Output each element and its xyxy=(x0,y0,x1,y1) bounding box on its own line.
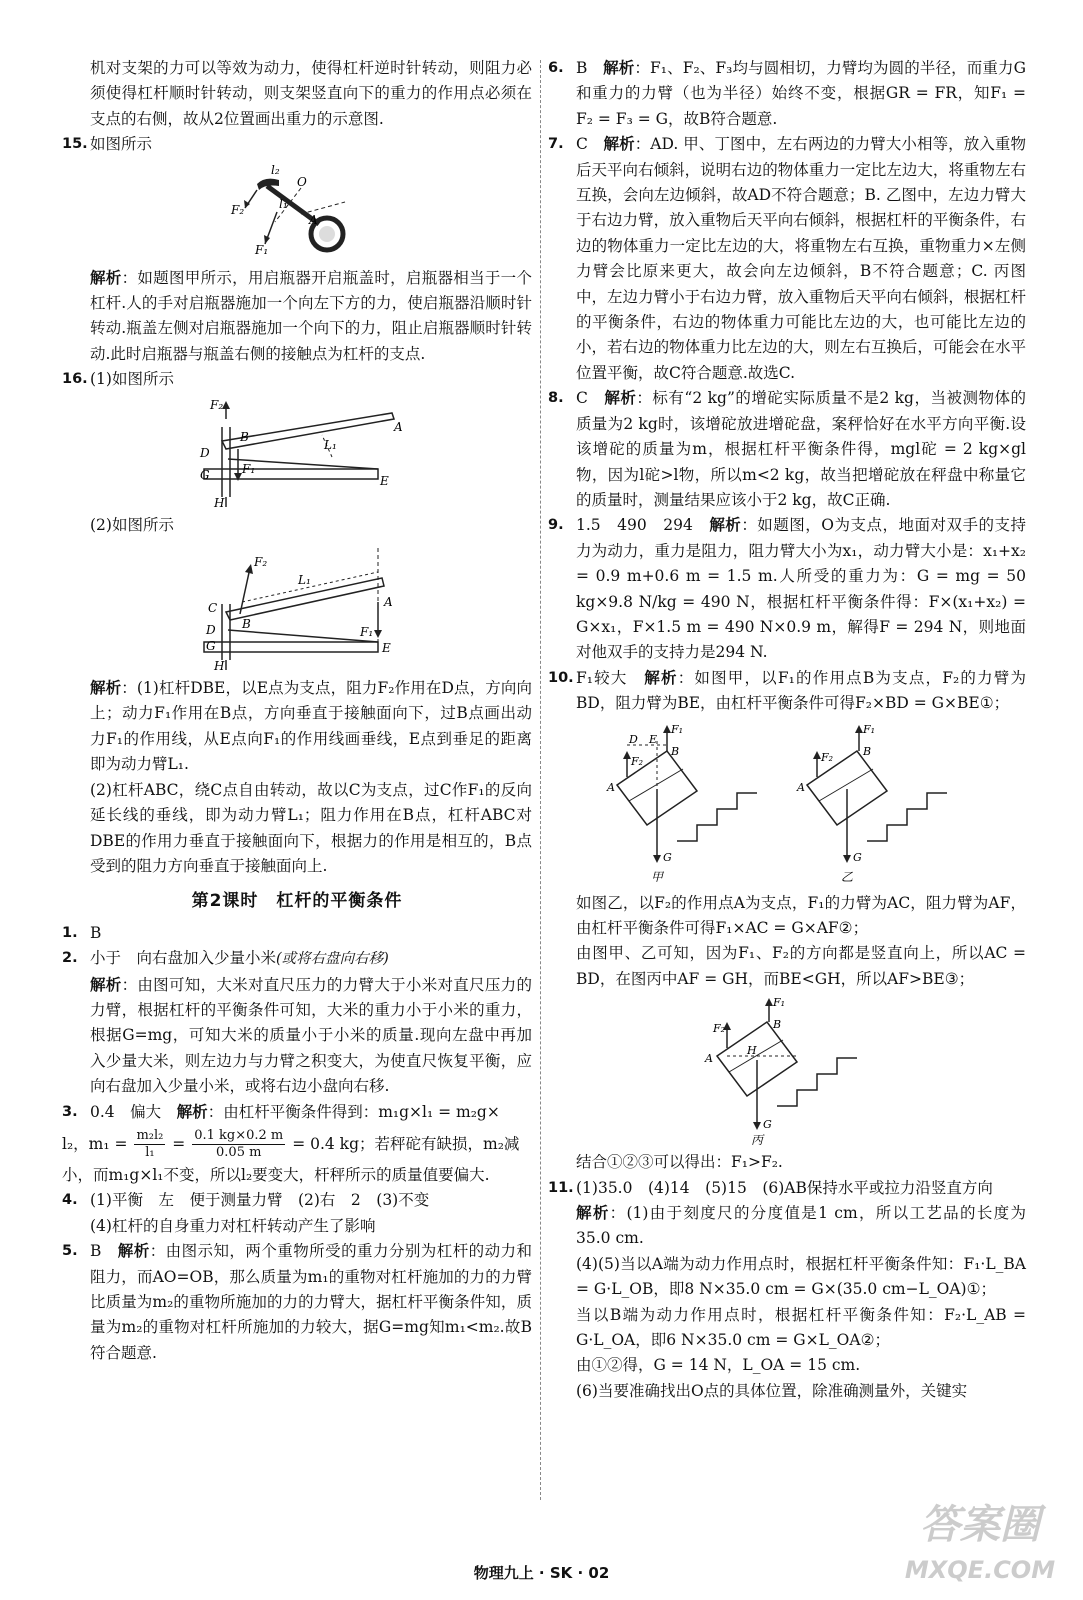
analysis-q11-5: (6)当要准确找出O点的具体位置，除准确测量外，关键实 xyxy=(576,1381,968,1400)
label-B: B xyxy=(773,1018,782,1032)
label-G: G xyxy=(200,467,210,482)
label-L1: L₁ xyxy=(298,573,311,588)
label-H: H xyxy=(214,659,225,673)
question-11 xyxy=(548,1176,1026,1201)
page-footer: 物理九上 · SK · 02 xyxy=(473,1564,610,1582)
question-number: 16. xyxy=(62,371,88,388)
label-F2: F₂ xyxy=(231,202,245,217)
answer-handwritten: (或将右盘向右移) xyxy=(276,951,389,968)
analysis-q11-1: 解析：(1)由于刻度尺的分度值是1 cm，所以工艺品的长度为35.0 cm. xyxy=(576,1204,1026,1248)
watermark-top: 答案圈 xyxy=(920,1502,1040,1548)
label-G: G xyxy=(763,1118,772,1132)
answer-text: B xyxy=(90,923,102,942)
figure-q15-bottle-opener xyxy=(217,162,377,262)
question-number: 15. xyxy=(62,136,88,153)
label-D: D xyxy=(206,623,216,638)
question-number: 7. xyxy=(548,136,564,153)
question-9: 9. 1.5 490 294 解析：如题图，O为支点，地面对双手的支持力为动力，重力是阻力，阻力臂大小为x₁，动力臂大小是：x₁+x₂ = 0.9 m+0.6 m = 1.5 m.人所受的重力为：G = mg = 50 kg×9.8 N/kg = 490 N，根据杠杆平衡条件得：F×(x₁+x₂) = G×x₁，F×1.5 m = 490 N×0.9 m，解得F = 294 N，则地面对他双手的支持力是294 N. xyxy=(548,513,1026,665)
analysis-q16-2: (2)杠杆ABC，绕C点自由转动，故以C为支点，过C作F₁的反向延长线的垂线，即为动力臂L₁；阻力作用在B点，杠杆ABC对DBE的作用力垂直于接触面向下，根据力的作用是相互的，B点受到的阻力方向垂直于接触面向上. xyxy=(90,780,532,875)
figure-q10-jia-yi xyxy=(597,721,977,887)
question-number: 5. xyxy=(62,1243,78,1260)
label-F1: F₁ xyxy=(773,996,786,1010)
question-number: 2. xyxy=(62,950,78,967)
label-B: B xyxy=(242,617,251,632)
figure-jia xyxy=(606,723,757,884)
answer-part1: (1)如图所示 xyxy=(90,370,174,389)
question-6: 6. B 解析：F₁、F₂、F₃均与圆相切，力臂均为圆的半径，而重力G和重力的力臂（也为半径）始终不变，根据GR = FR，知F₁ = F₂ = F₃ = G，故B符合题意. xyxy=(548,56,1026,132)
label-A: A xyxy=(607,780,615,794)
label-F1: F₁ xyxy=(360,625,374,640)
analysis-q16-1: 解析：(1)杠杆DBE，以E点为支点，阻力F₂作用在D点，方向向上；动力F₁作用在B点，方向垂直于接触面向下，过B点画出动力F₁的作用线，从E点向F₁的作用线画垂线，E点到垂足的距离即为动力臂L₁. xyxy=(90,679,532,774)
figure-q10-bing xyxy=(687,996,887,1146)
answer-part2: (2)如图所示 xyxy=(90,515,174,534)
answer-text: (1)平衡 左 便于测量力臂 (2)右 2 (3)不变 xyxy=(90,1191,430,1210)
question-10: 10. F₁较大 解析：如图甲，以F₁的作用点B为支点，F₂的力臂为BD，阻力臂为BE，由杠杆平衡条件可得F₂×BD = G×BE①； xyxy=(548,666,1026,717)
label-D: D xyxy=(629,732,638,746)
fraction-2: $\frac{0.1 kg\times 0.2 m}{0.05 m}$ xyxy=(194,1128,284,1161)
question-2 xyxy=(62,946,532,972)
question-number: 9. xyxy=(548,517,564,534)
label-l1: l₁ xyxy=(279,196,288,211)
figure-q16-part2 xyxy=(182,542,412,672)
analysis-q3-end: 小，而m₁g×l₁不变，所以l₂要变大，杆秤所示的质量值要偏大. xyxy=(62,1165,490,1184)
watermark-logo xyxy=(892,1488,1068,1588)
caption-jia: 甲 xyxy=(651,869,664,884)
lesson-title: 第2课时 杠杆的平衡条件 xyxy=(191,891,403,912)
answer-text: (1)35.0 (4)14 (5)15 (6)AB保持水平或拉力沿竖直方向 xyxy=(576,1178,993,1197)
answer-q4-line2: (4)杠杆的自身重力对杠杆转动产生了影响 xyxy=(90,1216,376,1235)
label-F1: F₁ xyxy=(671,722,684,736)
label-F1: F₁ xyxy=(255,242,269,257)
question-number: 1. xyxy=(62,924,78,941)
analysis-q11-4: 由①②得，G = 14 N，L_OA = 15 cm. xyxy=(576,1356,861,1375)
answer-text: 如图所示 xyxy=(90,135,153,154)
analysis-q11-3: 当以B端为动力作用点时，根据杠杆平衡条件知：F₂·L_AB = G·L_OA，即6 N×35.0 cm = G×L_OA②； xyxy=(576,1305,1026,1350)
answer-text: B xyxy=(90,1242,102,1261)
question-8: 8. C 解析：标有“2 kg”的增砣实际质量不是2 kg，当被测物体的质量为2 kg时，该增砣放进增砣盘，案秤恰好在水平方向平衡.设该增砣的质量为m，根据杠杆平衡条件得，mgl砣 = 2 kg×gl物，因为l砣>l物，所以m<2 kg，故当把增砣放在秤盘中称量它的质量时，测量结果应该小于2 kg，故C正确. xyxy=(548,386,1026,513)
label-H: H xyxy=(747,1044,757,1058)
label-G: G xyxy=(663,850,672,864)
label-F2: F₂ xyxy=(631,754,644,768)
label-G: G xyxy=(853,850,862,864)
question-number: 10. xyxy=(548,669,574,686)
label-l2: l₂ xyxy=(271,162,280,177)
label-A: A xyxy=(384,595,393,610)
left-column xyxy=(62,56,532,1366)
question-number: 6. xyxy=(548,60,564,76)
figure-q16-part1 xyxy=(182,397,412,509)
question-number: 8. xyxy=(548,390,564,407)
continued-analysis: 机对支架的力可以等效为动力，使得杠杆逆时针转动，则阻力必须使得杠杆顺时针转动，则支架竖直向下的重力的作用点必须在支点的右侧，故从2位置画出重力的示意图. xyxy=(90,59,532,128)
question-16 xyxy=(62,367,532,392)
label-E: E xyxy=(649,732,658,746)
label-A: A xyxy=(394,419,403,434)
watermark-bottom: MXQE.COM xyxy=(904,1556,1056,1584)
label-E: E xyxy=(380,473,389,488)
label-F2: F₂ xyxy=(210,397,224,412)
answer-text: 小于 向右盘加入少量小米 xyxy=(90,949,277,968)
analysis-q11-2: (4)(5)当以A端为动力作用点时，根据杠杆平衡条件知：F₁·L_BA = G·L_OB，即8 N×35.0 cm = G×(35.0 cm−L_OA)①； xyxy=(576,1254,1026,1299)
label-B: B xyxy=(863,744,872,758)
label-B: B xyxy=(671,744,680,758)
label-A: A xyxy=(309,212,318,227)
right-column xyxy=(548,56,1026,1404)
label-F1: F₁ xyxy=(863,722,876,736)
analysis-q15: 解析：如题图甲所示，用启瓶器开启瓶盖时，启瓶器相当于一个杠杆.人的手对启瓶器施加一个向左下方的力，使启瓶器沿顺时针转动.瓶盖左侧对启瓶器施加一个向下的力，阻止启瓶器顺时针转动.此时启瓶器与瓶盖右侧的接触点为杠杆的支点. xyxy=(90,268,532,363)
label-E: E xyxy=(382,641,391,656)
question-5: 5. B 解析：由图示知，两个重物所受的重力分别为杠杆的动力和阻力，而AO=OB，那么质量为m₁的重物对杠杆施加的力的力臂比质量为m₂的重物所施加的力的力臂大，据杠杆平衡条件知，质量为m₂的重物对杠杆所施加的力较大，据G=mg知m₁<m₂.故B符合题意. xyxy=(62,1239,532,1366)
label-F1: F₁ xyxy=(242,461,256,476)
analysis-q3-formula: l₂，m₁ = $\frac{\text{m₂l₂}}{\text{l₁}}$ = $\frac{0.1 kg\times 0.2 m}{0.05 m}$ = 0.4 kg；若秤砣有缺损，m₂减 xyxy=(62,1128,520,1161)
question-15 xyxy=(62,132,532,157)
label-F2: F₂ xyxy=(254,555,268,570)
question-number: 4. xyxy=(62,1192,78,1209)
analysis-q10-3: 由图甲、乙可知，因为F₁、F₂的方向都是竖直向上，所以AC = BD，在图丙中AF = GH，而BE<GH，所以AF>BE③； xyxy=(576,944,1026,988)
label-L1: L₁ xyxy=(324,437,337,452)
figure-yi xyxy=(796,723,947,884)
analysis-q10-4: 结合①②③可以得出：F₁>F₂. xyxy=(576,1153,783,1172)
label-F2: F₂ xyxy=(713,1022,726,1036)
caption-bing: 丙 xyxy=(751,1133,764,1147)
question-7: 7. C 解析：AD. 甲、丁图中，左右两边的力臂大小相等，放入重物后天平向右倾斜，说明右边的物体重力一定比左边大，将重物左右互换，会向左边倾斜，故AD不符合题意；B. 乙图中，左边力臂大于右边力臂，放入重物后天平向右倾斜，根据杠杆的平衡条件，右边的物体重力一定比左边的大，将重物左右互换，重物重力×左侧力臂会比原来更大，故会向左边倾斜，B不符合题意；C. 丙图中，左边力臂小于右边力臂，放入重物后天平向右倾斜，根据杠杆的平衡条件，右边的物体重力可能比左边的大，也可能比左边的小，若右边的物体重力比左边的大，则左右互换后，可能会在水平位置平衡，故C符合题意.故选C. xyxy=(548,132,1026,386)
answer-text: 0.4 偏大 xyxy=(90,1102,162,1121)
label-G: G xyxy=(206,639,216,654)
question-number: 11. xyxy=(548,1179,574,1196)
label-H: H xyxy=(214,495,225,509)
analysis-q2: 解析：由图可知，大米对直尺压力的力臂大于小米对直尺压力的力臂，根据杠杆的平衡条件可知，大米的重力小于小米的重力，根据G=mg，可知大米的质量小于小米的质量.现向左盘中再加入少量大米，则左边力与力臂之积变大，为使直尺恢复平衡，应向右盘加入少量小米，或将右边小盘向右移. xyxy=(90,975,532,1096)
question-number: 3. xyxy=(62,1103,78,1120)
caption-yi: 乙 xyxy=(841,869,854,884)
label-C: C xyxy=(208,601,218,616)
fraction-1: $\frac{\text{m₂l₂}}{\text{l₁}}$ xyxy=(136,1128,164,1161)
label-A: A xyxy=(705,1052,713,1066)
label-A: A xyxy=(797,780,805,794)
column-divider xyxy=(540,60,541,1500)
question-4 xyxy=(62,1188,532,1213)
analysis-q10-2: 如图乙，以F₂的作用点A为支点，F₁的力臂为AC，阻力臂为AF，由杠杆平衡条件可得F₁×AC = G×AF②； xyxy=(576,893,1026,937)
label-B: B xyxy=(240,429,249,444)
question-3: 3. 0.4 偏大 解析：由杠杆平衡条件得到：m₁g×l₁ = m₂g× xyxy=(62,1100,532,1125)
label-O: O xyxy=(297,174,307,189)
question-1 xyxy=(62,921,532,946)
label-D: D xyxy=(200,445,210,460)
label-F2: F₂ xyxy=(821,750,834,764)
